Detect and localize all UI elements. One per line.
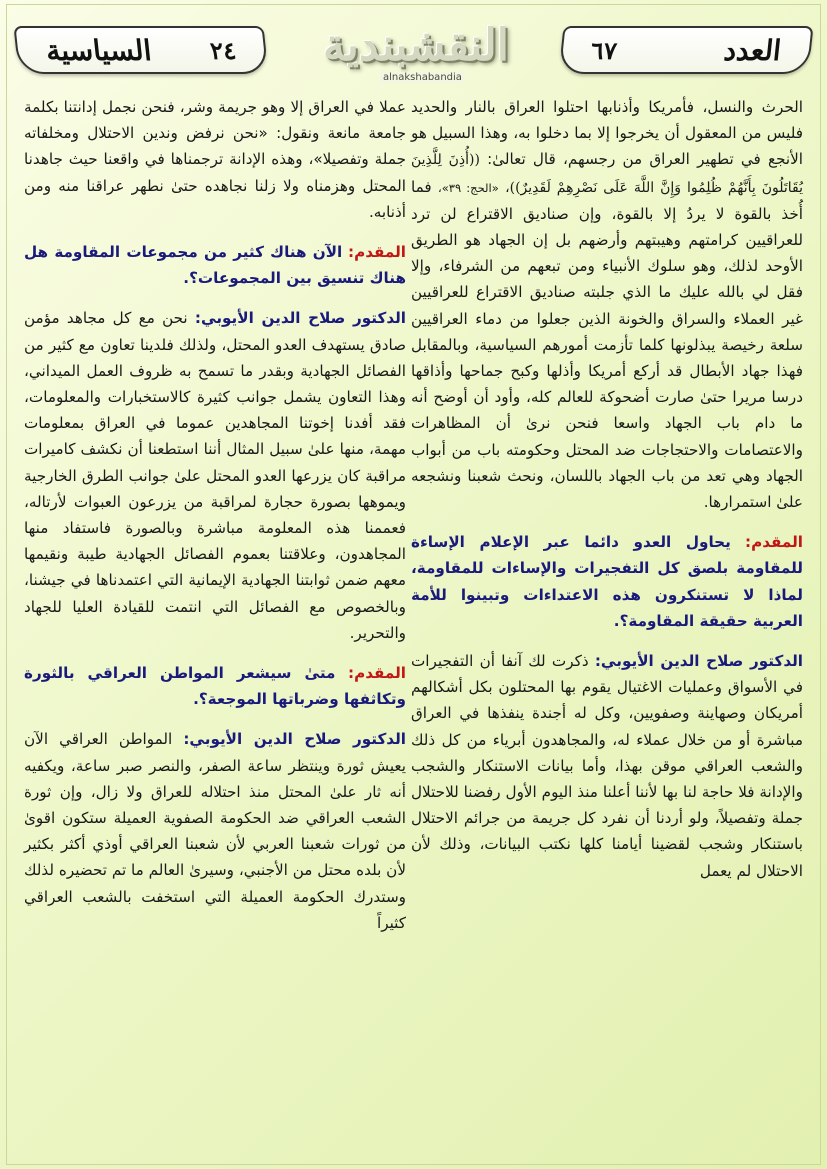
section-tab bbox=[13, 26, 268, 74]
issue-label: العدد bbox=[722, 33, 783, 67]
respondent-name: الدكتور صلاح الدين الأيوبي: bbox=[594, 652, 804, 671]
issue-number: ٦٧ bbox=[589, 35, 619, 65]
quran-verse: ((أُذِنَ لِلَّذِينَ يُقَاتَلُونَ بِأَنَّهُمْ ظُلِمُوا وَإِنَّ اللَّهَ عَلَى نَصْرِهِمْ لَقَدِيرٌ))، bbox=[411, 152, 804, 196]
right-column bbox=[411, 94, 803, 1164]
question bbox=[24, 660, 406, 712]
answer-text: نحن مع كل مجاهد مؤمن صادق يستهدف العدو المحتل، ولذلك فلدينا تعاون مع كثير من الفصائل الجهادية وبقدر ما تسمح به ظروف العمل الميداني، وهذا التعاون يشمل جوانب كثيرة كالاستخبارات والمعلومات، فقد أفدنا إخوتنا المجاهدين عموما في العراق بمعلومات مهمة، منها علىٰ سبيل المثال أننا استطعنا أن نكشف كاميرات مراقبة كان يزرعها العدو المحتل علىٰ جوانب الطرق الخارجية ويموهها بصورة حجارة لمراقبة من يزرعون العبوات لأرتاله، فعممنا هذه المعلومة مباشرة وبالصورة فاستفاد منها المجاهدون، وعلاقتنا بعموم الفصائل الجهادية طيبة ونقيمها معهم ضمن ثوابتنا الجهادية الإيمانية التي اعتمدناها في جيشنا، وبالخصوص مع الفصائل التي انتمت للقيادة العليا للجهاد والتحرير. bbox=[24, 309, 406, 642]
logo-title: النقشبندية bbox=[323, 20, 509, 71]
verse-reference: «الحج: ٣٩»، bbox=[438, 180, 499, 195]
page-header bbox=[0, 8, 827, 93]
question bbox=[24, 239, 406, 291]
interviewer-label: المقدم: bbox=[348, 243, 407, 262]
question-text: يحاول العدو دائما عبر الإعلام الإساءة للمقاومة بلصق كل التفجيرات والإساءات للمقاومة، لماذا لا تستنكرون هذه الاعتداءات وتبينوا للأمة العربية حقيقة المقاومة؟. bbox=[411, 533, 803, 630]
answer bbox=[24, 726, 406, 936]
answer bbox=[411, 648, 803, 884]
magazine-logo bbox=[300, 18, 532, 88]
page-number: ٢٤ bbox=[208, 35, 238, 65]
left-column bbox=[24, 94, 406, 1164]
interviewer-label: المقدم: bbox=[348, 664, 406, 683]
question bbox=[411, 529, 803, 634]
question-text: متىٰ سيشعر المواطن العراقي بالثورة وتكاثفها وضرباتها الموجعة؟. bbox=[24, 664, 406, 709]
interviewer-label: المقدم: bbox=[745, 533, 803, 552]
answer-text: ذكرت لك آنفا أن التفجيرات في الأسواق وعمليات الاغتيال يقوم بها المحتلون بكل أشكالهم أمريكان وصهاينة وصفويين، وكل له أجندة ينفذها في العراق مباشرة أو من خلال عملاء له، والمجاهدون أبرياء من كل ذلك والشعب العراقي موقن بهذا، وأما بيانات الاستنكار والشجب والإدانة فلا حاجة لنا بها لأننا أعلنا منذ اليوم الأول رفضنا للاحتلال جملة وتفصيلاً، ولو أردنا أن نفرد كل جريمة من جرائم الاحتلال باستنكار وشجب لقضينا أيامنا كلها نكتب البيانات، وذلك لأن الاحتلال لم يعمل bbox=[411, 652, 803, 880]
answer bbox=[24, 305, 406, 646]
answer-text: المواطن العراقي الآن يعيش ثورة وينتظر ساعة الصفر، والنصر صبر ساعة، ويكفيه أنه ثار علىٰ المحتل منذ احتلاله للعراق ولا زال، وإن ثورة الشعب العراقي ضد الحكومة الصفوية العميلة ستكون اقوىٰ من ثورات شعبنا العربي لأن شعبنا العراقي أوذي أكثر بكثير لأن بلده محتل من الأجنبي، وسيرىٰ العالم ما تم تحضيره لذلك وستدرك الحكومة العميلة التي استخفت بالشعب العراقي كثيراً bbox=[24, 730, 406, 932]
respondent-name: الدكتور صلاح الدين الأيوبي: bbox=[183, 730, 406, 749]
respondent-name: الدكتور صلاح الدين الأيوبي: bbox=[194, 309, 407, 328]
paragraph: عملا في العراق إلا وهو جريمة وشر، فنحن نجمل إدانتنا بكلمة جامعة مانعة ونقول: «نحن نرفض وندين الاحتلال ومخلفاته جملة وتفصيلا»، وهذه الإدانة ترجمناها في واقعنا حيث جاهدنا المحتل وهزمناه ولا زلنا نجاهده حتىٰ نطهر عراقنا منه ومن أذنابه. bbox=[24, 98, 406, 221]
issue-tab bbox=[558, 26, 813, 74]
logo-subtitle: alnakshabandia bbox=[380, 72, 465, 83]
question-text: الآن هناك كثير من مجموعات المقاومة هل هناك تنسيق بين المجموعات؟. bbox=[24, 243, 406, 288]
paragraph: الحرث والنسل، فأمريكا وأذنابها احتلوا العراق بالنار والحديد فليس من المعقول أن يخرجوا إلا بما دخلوا به، وهذا السبيل هو الأنجع في تطهير العراق من رجسهم، قال تعالىٰ: ((أُذِنَ لِلَّذِينَ يُقَاتَلُونَ بِأَنَّهُمْ ظُلِمُوا وَإِنَّ اللَّهَ عَلَى نَصْرِهِمْ لَقَدِيرٌ))، «الحج: ٣٩»، فما أُخذ بالقوة لا يردُ إلا بالقوة، وإن صناديق الاقتراع لن ترد للعراقيين كرامتهم وهيبتهم وأرضهم بل إن الجهاد هو الطريق الأوحد لذلك، وهو سلوك الأنبياء ومن تبعهم من الشرفاء، وإلا فقل لي بالله عليك ما الذي جلبته صناديق الاقتراع للعراقيين غير العملاء والسراق والخونة الذين جعلوا من دماء العراقيين سلعة رخيصة يبذلونها كلما تأزمت أمورهم السياسية، وبالمقابل فهذا جهاد الأبطال قد أركع أمريكا وأذلها وكبح جماحها وأذاقها درسا مريرا حتىٰ صارت أضحوكة للعالم كله، وأود أن أوضح أنه ما دام باب الجهاد واسعا فنحن نرىٰ أن المظاهرات والاعتصامات والاحتجاجات ضد المحتل وحكومته باب من أبواب الجهاد وهي تعد من باب الجهاد باللسان، ونحث شعبنا ونشجعه علىٰ استمرارها. bbox=[411, 98, 804, 512]
section-label: السياسية bbox=[44, 33, 153, 67]
